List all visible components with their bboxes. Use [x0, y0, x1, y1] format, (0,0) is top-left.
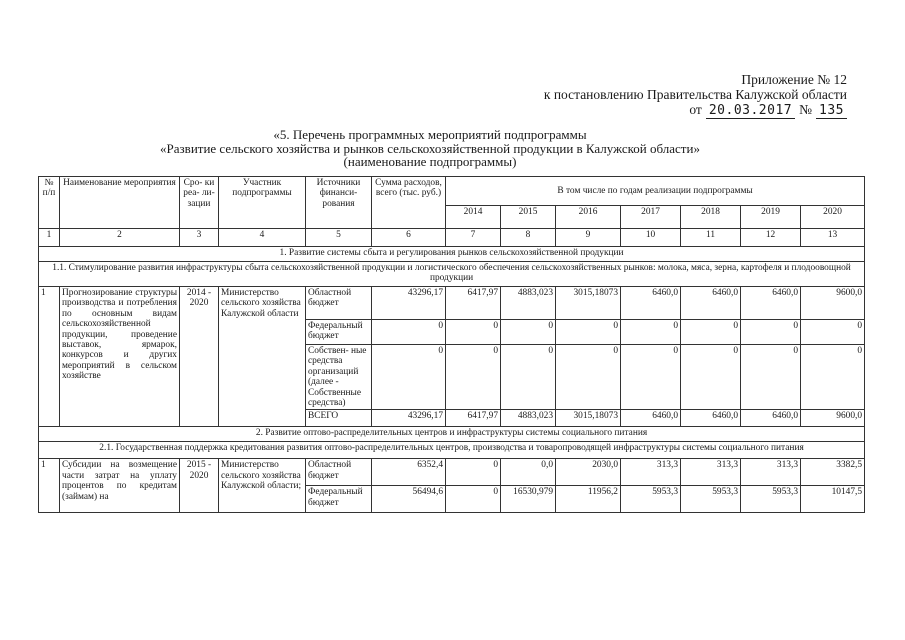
header-year: 2019 [741, 206, 801, 229]
item-2-year-value: 5953,3 [741, 486, 801, 513]
subsection-1-1-title: 1.1. Стимулирование развития инфраструктуры сбыта сельскохозяйственной продукции и логистического обеспечения сельскохозяйственных рынков: молока, мяса, зерна, картофеля и плодоовощной продукции [39, 262, 865, 287]
item-2-sum: 6352,4 [372, 459, 446, 486]
item-1-year-value: 6417,97 [446, 287, 501, 320]
item-1-sum: 43296,17 [372, 410, 446, 427]
item-1-year-value: 6417,97 [446, 410, 501, 427]
item-1-year-value: 6460,0 [681, 287, 741, 320]
item-2-year-value: 313,3 [621, 459, 681, 486]
column-number: 6 [372, 229, 446, 247]
item-1-year-value: 0 [621, 345, 681, 410]
column-number: 2 [60, 229, 180, 247]
item-2-year-value: 5953,3 [621, 486, 681, 513]
item-1-year-value: 0 [681, 320, 741, 345]
item-2-sum: 56494,6 [372, 486, 446, 513]
number-prefix: № [799, 102, 813, 117]
item-1-year-value: 9600,0 [801, 287, 865, 320]
subsection-2-1-title: 2.1. Государственная поддержка кредитования развития оптово-распределительных центров, производства и товаропроводящей инфраструктуры системы социального питания [39, 442, 865, 459]
item-2-name: Субсидии на возмещение части затрат на уплату процентов по кредитам (займам) на [60, 459, 180, 513]
table-header-row [39, 177, 865, 206]
item-2-year-value: 2030,0 [556, 459, 621, 486]
item-1-source: Собствен- ные средства организаций (далее - Собственные средства) [306, 345, 372, 410]
table-row [39, 287, 865, 320]
item-1-year-value: 6460,0 [621, 287, 681, 320]
item-2-year-value: 0,0 [501, 459, 556, 486]
item-1-year-value: 0 [681, 345, 741, 410]
section-row [39, 427, 865, 442]
item-1-year-value: 0 [501, 345, 556, 410]
title-line-1: «5. Перечень программных мероприятий подпрограммы [273, 127, 587, 142]
item-1-year-value: 6460,0 [681, 410, 741, 427]
column-number: 7 [446, 229, 501, 247]
item-1-source: ВСЕГО [306, 410, 372, 427]
column-number: 8 [501, 229, 556, 247]
header-participant: Участник подпрограммы [219, 177, 306, 229]
header-sum: Сумма расходов, всего (тыс. руб.) [372, 177, 446, 229]
item-1-sum: 43296,17 [372, 287, 446, 320]
section-1-title: 1. Развитие системы сбыта и регулирования рынков сельскохозяйственной продукции [39, 247, 865, 262]
item-1-source: Федеральный бюджет [306, 320, 372, 345]
header-year: 2016 [556, 206, 621, 229]
subsection-row [39, 262, 865, 287]
item-1-year-value: 0 [621, 320, 681, 345]
appendix-title: Приложение № 12 [741, 72, 847, 87]
item-2-year-value: 313,3 [741, 459, 801, 486]
column-number: 4 [219, 229, 306, 247]
item-1-num: 1 [39, 287, 60, 427]
appendix-date-line [544, 102, 847, 119]
column-number: 1 [39, 229, 60, 247]
item-2-year-value: 0 [446, 459, 501, 486]
header-num: № п/п [39, 177, 60, 229]
item-1-year-value: 0 [741, 320, 801, 345]
item-1-participant: Министерство сельского хозяйства Калужской области [219, 287, 306, 427]
item-2-year-value: 313,3 [681, 459, 741, 486]
item-2-num: 1 [39, 459, 60, 513]
item-2-year-value: 3382,5 [801, 459, 865, 486]
item-2-source: Федеральный бюджет [306, 486, 372, 513]
item-1-year-value: 4883,023 [501, 410, 556, 427]
document-title [150, 128, 710, 169]
header-year: 2014 [446, 206, 501, 229]
item-2-year-value: 10147,5 [801, 486, 865, 513]
item-1-year-value: 0 [556, 345, 621, 410]
measures-table [38, 176, 865, 513]
appendix-resolution: к постановлению Правительства Калужской области [543, 87, 847, 102]
item-2-year-value: 0 [446, 486, 501, 513]
item-1-name: Прогнозирование структуры производства и потребления по основным видам сельскохозяйственной продукции, проведение выставок, ярмарок, конкурсов и других мероприятий в сельском хозяйстве [60, 287, 180, 427]
column-number: 5 [306, 229, 372, 247]
resolution-date: 20.03.2017 [706, 103, 795, 119]
header-year: 2017 [621, 206, 681, 229]
item-1-year-value: 0 [501, 320, 556, 345]
column-number: 12 [741, 229, 801, 247]
item-2-term: 2015 - 2020 [180, 459, 219, 513]
item-1-year-value: 0 [446, 345, 501, 410]
item-1-year-value: 0 [801, 345, 865, 410]
item-2-participant: Министерство сельского хозяйства Калужской области; [219, 459, 306, 513]
column-number: 10 [621, 229, 681, 247]
item-1-year-value: 0 [556, 320, 621, 345]
title-line-3: (наименование подпрограммы) [343, 154, 517, 169]
appendix-header [544, 72, 847, 119]
item-1-year-value: 9600,0 [801, 410, 865, 427]
header-sources: Источники финанси- рования [306, 177, 372, 229]
item-1-term: 2014 - 2020 [180, 287, 219, 427]
item-1-year-value: 0 [801, 320, 865, 345]
item-1-year-value: 3015,18073 [556, 287, 621, 320]
item-1-sum: 0 [372, 320, 446, 345]
subsection-row [39, 442, 865, 459]
column-number: 3 [180, 229, 219, 247]
column-number: 13 [801, 229, 865, 247]
item-1-year-value: 0 [446, 320, 501, 345]
header-years-group: В том числе по годам реализации подпрограммы [446, 177, 865, 206]
column-number: 11 [681, 229, 741, 247]
header-year: 2018 [681, 206, 741, 229]
title-line-2: «Развитие сельского хозяйства и рынков сельскохозяйственной продукции в Калужской области» [160, 140, 700, 156]
header-year: 2015 [501, 206, 556, 229]
item-1-year-value: 3015,18073 [556, 410, 621, 427]
section-row [39, 247, 865, 262]
item-1-sum: 0 [372, 345, 446, 410]
table-row [39, 459, 865, 486]
resolution-number: 135 [816, 103, 847, 119]
date-prefix: от [689, 102, 702, 117]
item-2-year-value: 16530,979 [501, 486, 556, 513]
header-year: 2020 [801, 206, 865, 229]
item-1-year-value: 0 [741, 345, 801, 410]
item-1-year-value: 6460,0 [741, 287, 801, 320]
header-name: Наименование мероприятия [60, 177, 180, 229]
item-2-year-value: 11956,2 [556, 486, 621, 513]
column-numbers-row [39, 229, 865, 247]
item-1-year-value: 6460,0 [741, 410, 801, 427]
item-1-source: Областной бюджет [306, 287, 372, 320]
section-2-title: 2. Развитие оптово-распределительных центров и инфраструктуры системы социального питания [39, 427, 865, 442]
item-1-year-value: 6460,0 [621, 410, 681, 427]
column-number: 9 [556, 229, 621, 247]
item-2-year-value: 5953,3 [681, 486, 741, 513]
header-term: Сро- ки реа- ли- зации [180, 177, 219, 229]
item-1-year-value: 4883,023 [501, 287, 556, 320]
item-2-source: Областной бюджет [306, 459, 372, 486]
